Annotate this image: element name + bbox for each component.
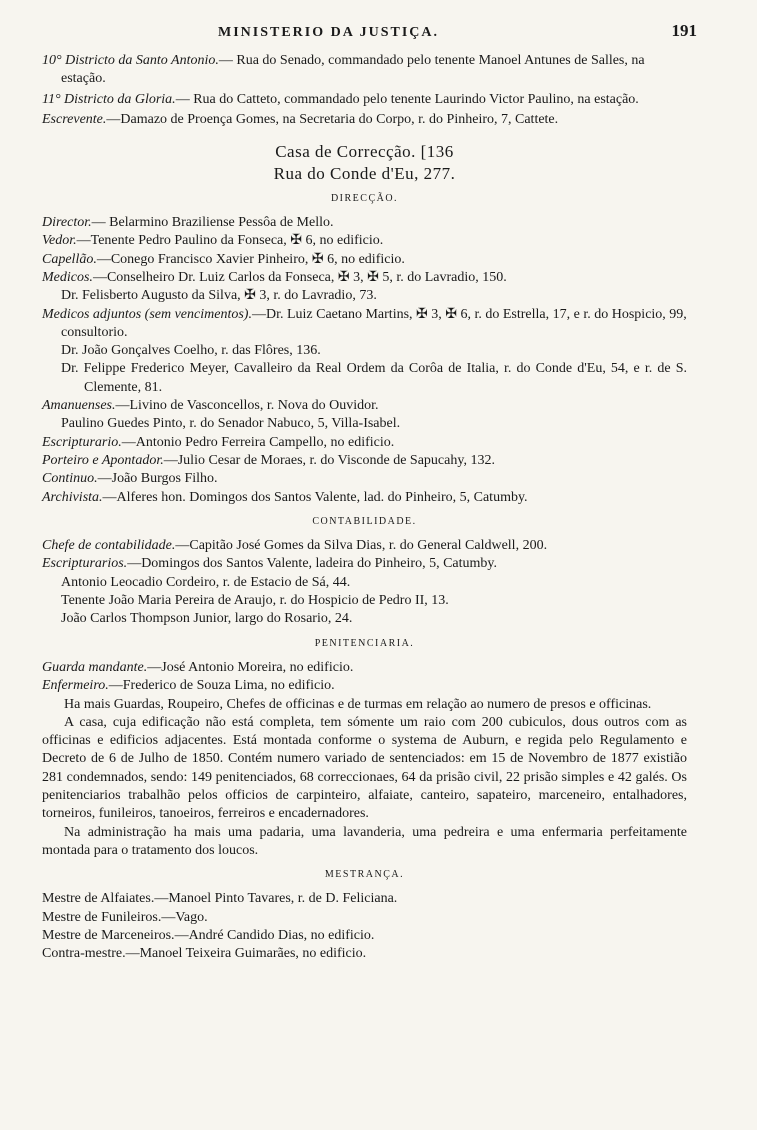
entry — [42, 397, 687, 415]
entry — [42, 415, 687, 433]
running-title: MINISTERIO DA JUSTIÇA. — [218, 25, 439, 40]
entry-text: —Conego Francisco Xavier Pinheiro, ✠ 6, no edificio. — [96, 251, 405, 267]
entry-label: 10° Districto da Santo Antonio. — [42, 53, 219, 68]
entry-label: Director. — [42, 215, 92, 231]
entry — [42, 945, 687, 963]
entry-text: —Livino de Vasconcellos, r. Nova do Ouvidor. — [115, 398, 379, 414]
entry — [42, 287, 687, 305]
document-page — [42, 21, 697, 964]
entry-label: Mestre de Alfaiates. — [42, 891, 155, 907]
entry — [42, 91, 687, 109]
subsection-heading-mestranca: MESTRANÇA. — [324, 869, 405, 881]
entry — [42, 610, 687, 628]
entry — [42, 306, 687, 343]
contabilidade-list — [42, 537, 687, 628]
entry-label: Escripturario. — [42, 434, 122, 450]
entry — [42, 232, 687, 250]
entry — [42, 360, 687, 397]
entry-text: Dr. Felippe Frederico Meyer, Cavalleiro da Real Ordem da Corôa de Italia, r. do Conde d'Eu, 54, e r. de S. Clemente, 81. — [61, 361, 687, 395]
entry-text: —Manoel Teixeira Guimarães, no edificio. — [125, 946, 367, 962]
entry-label: 11° Districto da Gloria. — [42, 91, 176, 107]
entry — [42, 251, 687, 269]
entry — [42, 927, 687, 945]
entry-text: —Alferes hon. Domingos dos Santos Valente, lad. do Pinheiro, 5, Catumby. — [102, 489, 528, 505]
entry — [42, 269, 687, 287]
entry-text: —Manoel Pinto Tavares, r. de D. Feliciana. — [154, 891, 398, 907]
entry-text: Dr. Felisberto Augusto da Silva, ✠ 3, r. do Lavradio, 73. — [61, 288, 377, 304]
entry-text: Antonio Leocadio Cordeiro, r. de Estacio de Sá, 44. — [61, 574, 351, 590]
entry-label: Contra-mestre. — [42, 946, 126, 962]
entry-text: —Capitão José Gomes da Silva Dias, r. do General Caldwell, 200. — [175, 538, 548, 554]
entry-label: Escripturarios. — [42, 556, 128, 572]
entry — [42, 659, 687, 677]
entry-label: Guarda mandante. — [42, 659, 148, 675]
paragraph: Na administração ha mais uma padaria, uma lavanderia, uma pedreira e uma enfermaria perfeitamente montada para o tratamento dos loucos. — [42, 824, 687, 858]
entry — [42, 52, 687, 89]
entry-text: —José Antonio Moreira, no edificio. — [147, 659, 354, 675]
subsection-heading-penitenciaria: PENITENCIARIA. — [314, 637, 415, 649]
entry-label: Mestre de Funileiros. — [42, 909, 162, 925]
mestranca-list — [42, 890, 687, 963]
paragraph: Ha mais Guardas, Roupeiro, Chefes de officinas e de turmas em relação ao numero de presos e officinas. — [64, 696, 652, 712]
entry-text: Tenente João Maria Pereira de Araujo, r. do Hospicio de Pedro II, 13. — [61, 593, 449, 609]
section-title: Casa de Correcção. [136 — [275, 142, 454, 162]
entry-label: Chefe de contabilidade. — [42, 538, 176, 554]
entry — [42, 909, 687, 927]
entry — [42, 537, 687, 555]
paragraph: A casa, cuja edificação não está completa, tem sómente um raio com 200 cubiculos, dous outros com as officinas e edificios adjacentes. Está montada conforme o systema de Auburn, e regida pelo Regulamento e Decreto de 6 de Julho de 1850. Contém numero variado de sentenciados: em 15 de Novembro de 1877 existião 281 condemnados, sendo: 149 penitenciados, 68 correccionaes, 64 da prisão civil, 22 prisão simples e 42 galés. Os penitenciarios trabalhão pelos officios de carpinteiro, alfaiate, canteiro, sapateiro, marceneiro, entalhadores, torneiros, funileiros, tanoeiros, ferreiros e encadernadores. — [42, 714, 687, 822]
entry — [42, 452, 687, 470]
entry-label: Vedor. — [42, 233, 77, 249]
running-header — [42, 21, 697, 46]
section-address: Rua do Conde d'Eu, 277. — [273, 164, 456, 184]
entry-text: —Domingos dos Santos Valente, ladeira do Pinheiro, 5, Catumby. — [127, 556, 497, 572]
entry-label: Continuo. — [42, 471, 98, 487]
entry-text: Dr. João Gonçalves Coelho, r. das Flôres, 136. — [61, 343, 321, 359]
entry — [42, 434, 687, 452]
penitenciaria-list — [42, 659, 687, 860]
entry — [42, 489, 687, 507]
entry — [42, 111, 687, 129]
entry-label: Mestre de Marceneiros. — [42, 928, 175, 944]
entry-text: —Conselheiro Dr. Luiz Carlos da Fonseca, ✠ 3, ✠ 5, r. do Lavradio, 150. — [92, 269, 507, 285]
entry-text: —Vago. — [161, 909, 208, 925]
entry-text: — Belarmino Braziliense Pessôa de Mello. — [91, 215, 334, 231]
entry-text: —Frederico de Souza Lima, no edificio. — [108, 678, 335, 694]
subsection-heading-contabilidade: CONTABILIDADE. — [312, 515, 417, 527]
entry — [42, 470, 687, 488]
entry — [42, 890, 687, 908]
entry-label: Archivista. — [42, 489, 103, 505]
subsection-heading-direccao: DIRECÇÃO. — [330, 192, 399, 204]
entry — [42, 574, 687, 592]
top-entries — [42, 52, 687, 129]
entry-label: Medicos. — [42, 269, 93, 285]
entry-text: João Carlos Thompson Junior, largo do Rosario, 24. — [61, 611, 353, 627]
entry-text: —Julio Cesar de Moraes, r. do Visconde de Sapucahy, 132. — [163, 452, 495, 468]
entry-text: — Rua do Senado, commandado pelo tenente Manoel Antunes de Salles, na estação. — [61, 53, 645, 87]
entry-text: —André Candido Dias, no edificio. — [174, 928, 375, 944]
entry-text: —João Burgos Filho. — [97, 471, 218, 487]
entry-label: Amanuenses. — [42, 398, 116, 414]
entry-label: Enfermeiro. — [42, 678, 109, 694]
entry-text: —Damazo de Proença Gomes, na Secretaria do Corpo, r. do Pinheiro, 7, Cattete. — [106, 111, 559, 127]
entry-label: Porteiro e Apontador. — [42, 452, 164, 468]
direccao-list — [42, 214, 687, 507]
entry — [42, 555, 687, 573]
entry-text: —Tenente Pedro Paulino da Fonseca, ✠ 6, no edificio. — [76, 233, 384, 249]
entry-label: Escrevente. — [42, 111, 107, 127]
entry-text: —Dr. Luiz Caetano Martins, ✠ 3, ✠ 6, r. do Estrella, 17, e r. do Hospicio, 99, consultorio. — [61, 306, 687, 340]
entry-text: Paulino Guedes Pinto, r. do Senador Nabuco, 5, Villa-Isabel. — [61, 416, 401, 432]
entry — [42, 342, 687, 360]
entry-label: Capellão. — [42, 251, 97, 267]
entry — [42, 592, 687, 610]
entry-label: Medicos adjuntos (sem vencimentos). — [42, 306, 252, 322]
entry-text: — Rua do Catteto, commandado pelo tenente Laurindo Victor Paulino, na estação. — [175, 91, 639, 107]
entry — [42, 677, 687, 695]
entry — [42, 214, 687, 232]
entry-text: —Antonio Pedro Ferreira Campello, no edificio. — [121, 434, 395, 450]
page-number: 191 — [671, 21, 697, 40]
